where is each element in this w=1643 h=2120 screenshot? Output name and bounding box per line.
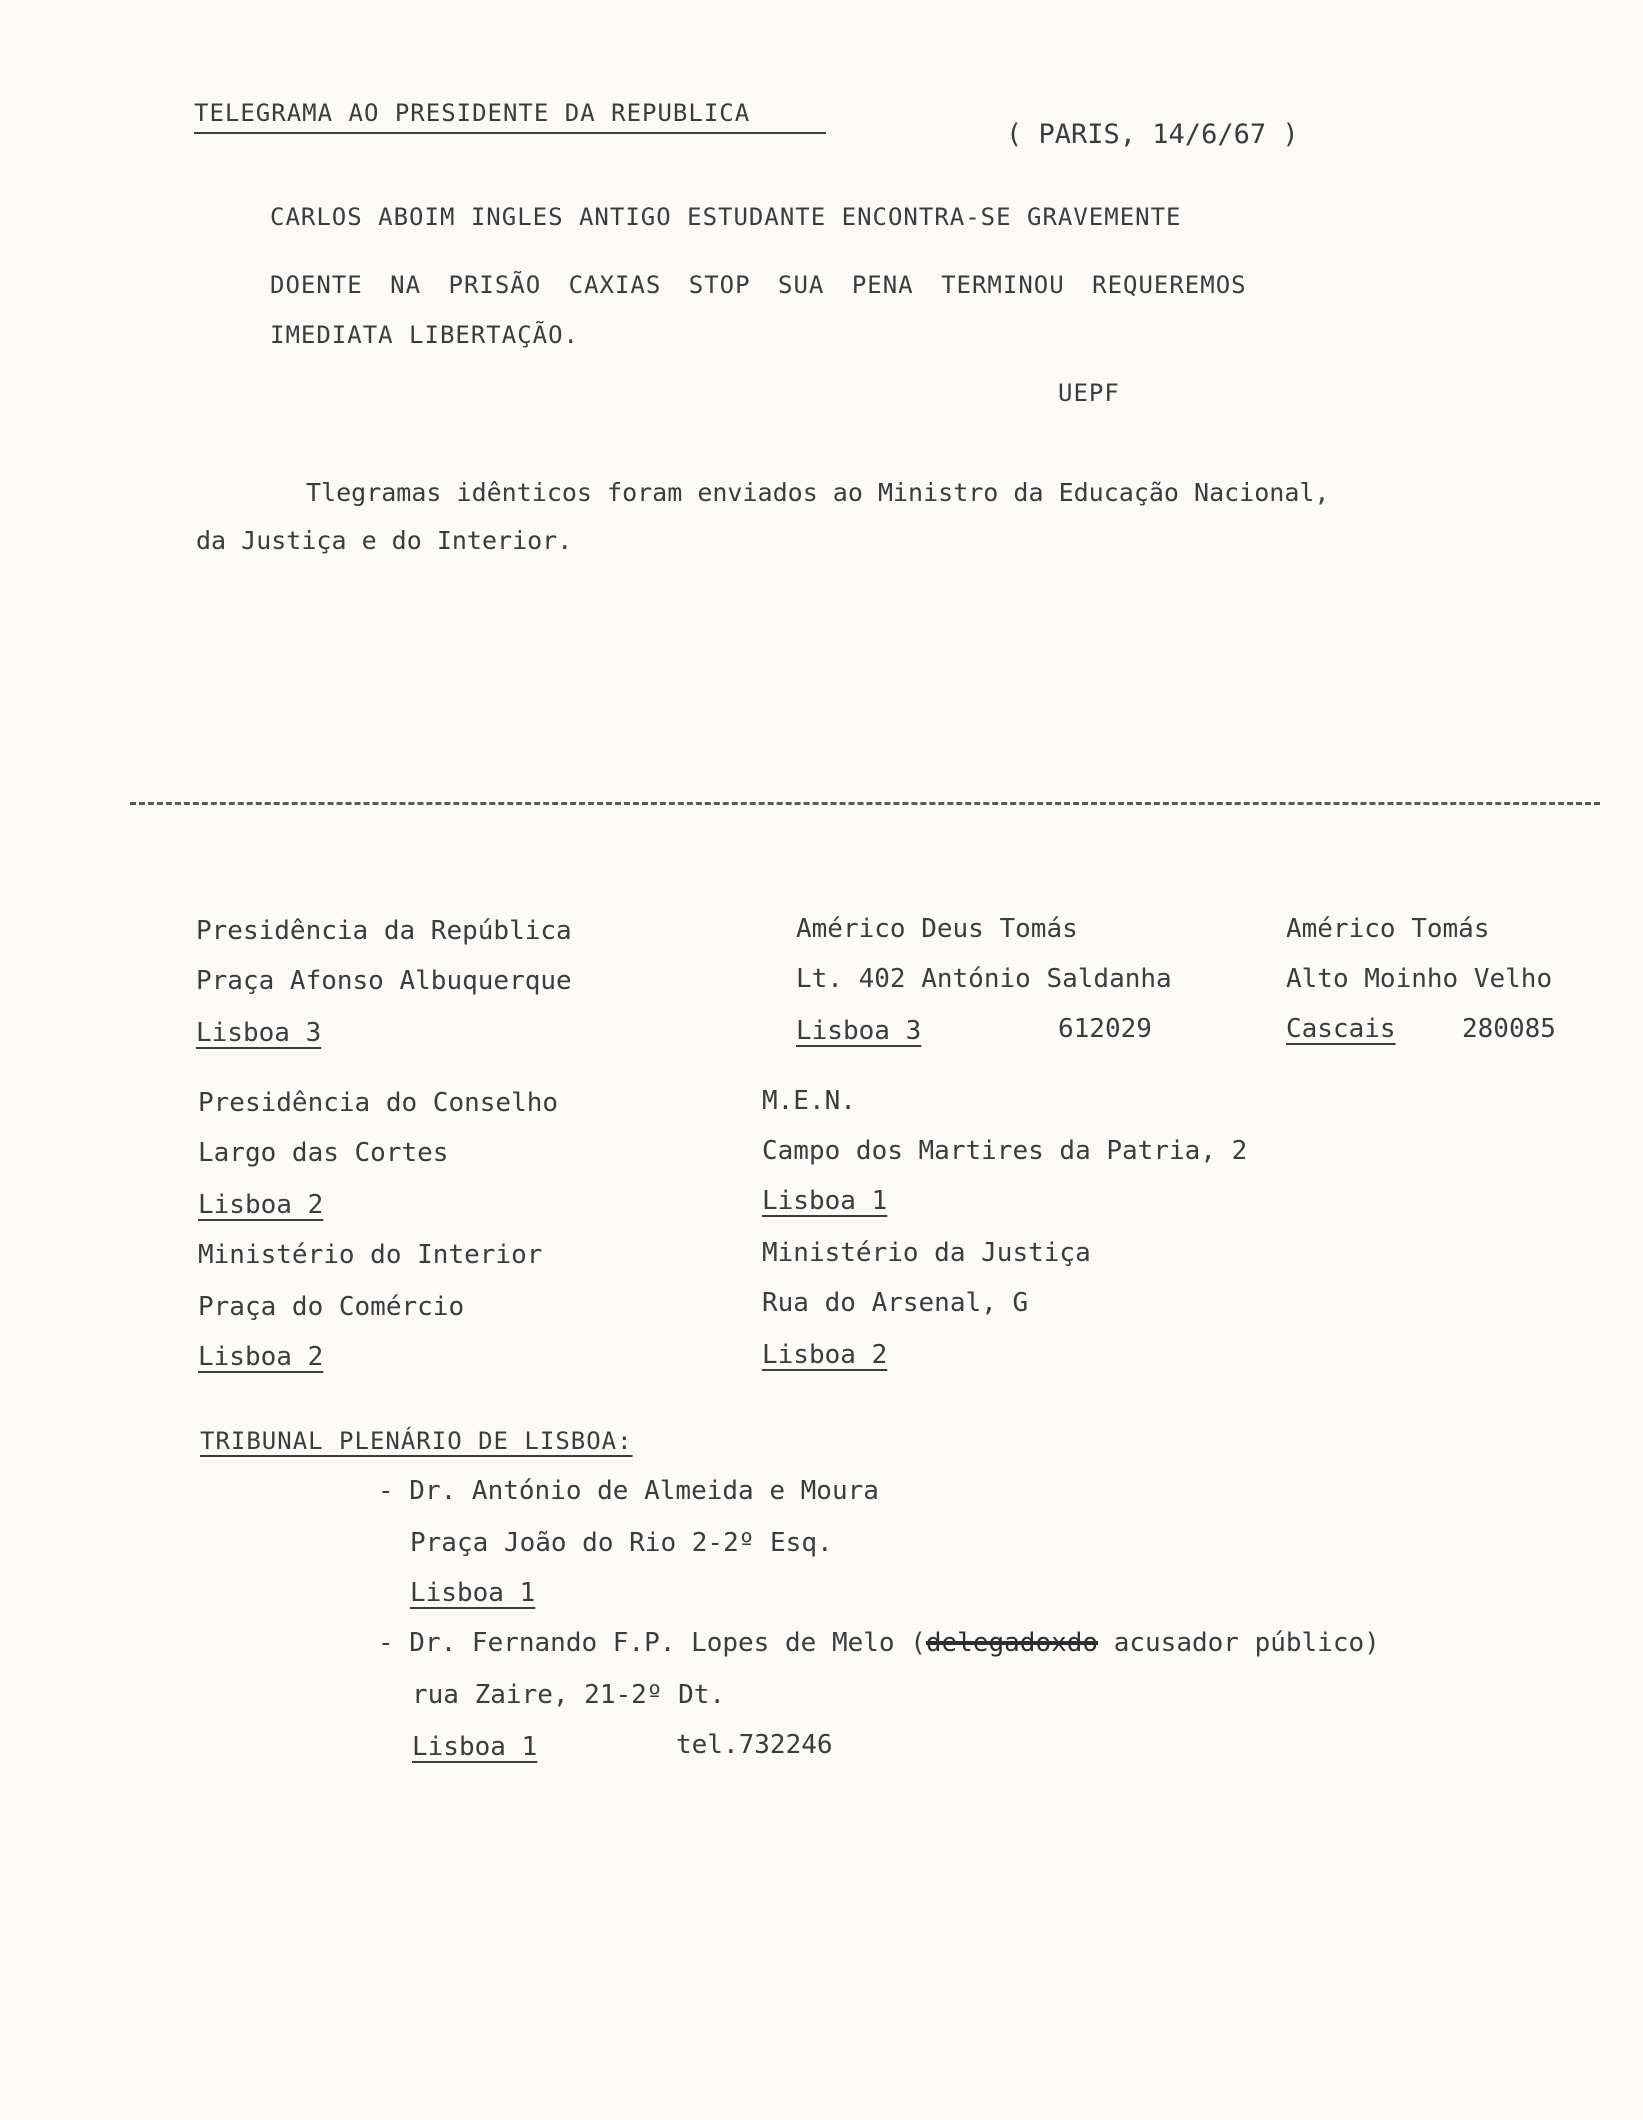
person-street: rua Zaire, 21-2º Dt. — [412, 1680, 726, 1710]
telegram-heading: TELEGRAMA AO PRESIDENTE DA REPUBLICA — [194, 99, 751, 127]
address-line: Campo dos Martires da Patria, 2 — [762, 1136, 1248, 1166]
address-line: Alto Moinho Velho — [1286, 964, 1553, 994]
address-city: Lisboa 2 — [762, 1340, 888, 1370]
person-city: Lisboa 1 — [412, 1732, 538, 1762]
telegram-signature: UEPF — [1058, 379, 1120, 407]
address-line: M.E.N. — [762, 1086, 856, 1116]
note-line-2: da Justiça e do Interior. — [196, 526, 573, 555]
address-line: Largo das Cortes — [198, 1138, 449, 1168]
person-street: Praça João do Rio 2-2º Esq. — [410, 1528, 833, 1558]
person-name-line — [378, 1628, 1380, 1658]
address-line: Rua do Arsenal, G — [762, 1288, 1029, 1318]
address-line: Praça do Comércio — [198, 1292, 465, 1322]
place-date: ( PARIS, 14/6/67 ) — [1006, 119, 1299, 150]
telegram-body-line-2: DOENTE NA PRISÃO CAXIAS STOP SUA PENA TERMINOU REQUEREMOS — [270, 271, 1247, 299]
address-line: Ministério do Interior — [198, 1240, 543, 1270]
telegram-body-line-1: CARLOS ABOIM INGLES ANTIGO ESTUDANTE ENCONTRA-SE GRAVEMENTE — [270, 203, 1182, 231]
address-line: Ministério da Justiça — [762, 1238, 1091, 1268]
person-name: - Dr. António de Almeida e Moura — [378, 1476, 879, 1506]
address-line: Praça Afonso Albuquerque — [196, 966, 572, 996]
address-city: Cascais — [1286, 1014, 1396, 1044]
note-line-1: Tlegramas idênticos foram enviados ao Ministro da Educação Nacional, — [306, 478, 1330, 507]
address-city: Lisboa 1 — [762, 1186, 888, 1216]
address-line: Presidência do Conselho — [198, 1088, 559, 1118]
address-city: Lisboa 2 — [198, 1190, 324, 1220]
address-line: Américo Tomás — [1286, 914, 1490, 944]
struck-text: delegadoxdo — [925, 1628, 1099, 1658]
heading-underline — [194, 132, 826, 134]
phone-number: tel.732246 — [676, 1730, 833, 1760]
address-line: Américo Deus Tomás — [796, 914, 1078, 944]
address-line: Presidência da República — [196, 916, 572, 946]
tribunal-heading: TRIBUNAL PLENÁRIO DE LISBOA: — [200, 1427, 633, 1455]
address-line: Lt. 402 António Saldanha — [796, 964, 1172, 994]
phone-number: 612029 — [1058, 1014, 1152, 1044]
address-city: Lisboa 3 — [196, 1018, 322, 1048]
telegram-body-line-3: IMEDIATA LIBERTAÇÃO. — [270, 321, 579, 349]
address-city: Lisboa 3 — [796, 1016, 922, 1046]
person-role: acusador público) — [1098, 1628, 1380, 1658]
address-city: Lisboa 2 — [198, 1342, 324, 1372]
person-name: - Dr. Fernando F.P. Lopes de Melo ( — [378, 1628, 926, 1658]
phone-number: 280085 — [1462, 1014, 1556, 1044]
dashed-separator — [130, 802, 1600, 805]
person-city: Lisboa 1 — [410, 1578, 536, 1608]
